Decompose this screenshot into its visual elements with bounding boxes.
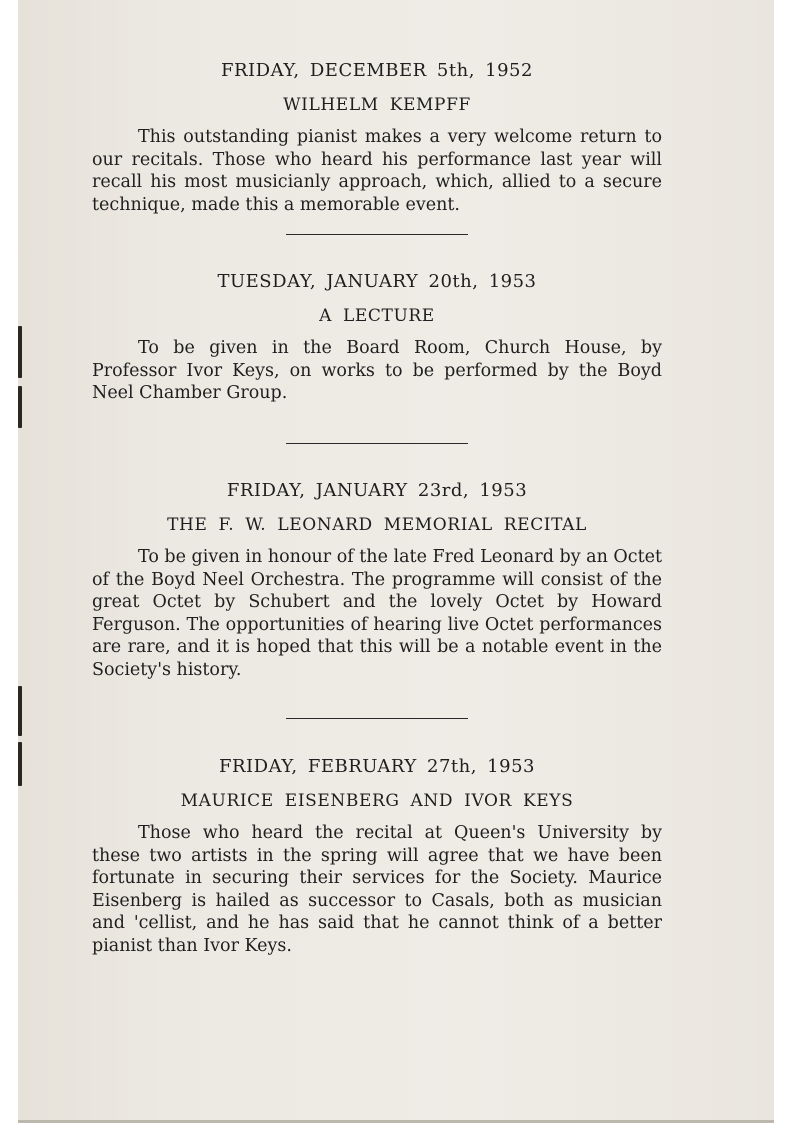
event-title: THE F. W. LEONARD MEMORIAL RECITAL <box>167 515 587 535</box>
staple-mark <box>18 686 22 736</box>
staple-mark <box>18 386 22 428</box>
event-date: FRIDAY, JANUARY 23rd, 1953 <box>226 480 528 501</box>
event-description: Those who heard the recital at Queen's University by these two artists in the spring will agree that we have been fortunate in securing their services for the Society. Maurice Eisenberg is hailed as successor to Casals, both as musician and 'cellist, and he has said that he cannot think of a better pianist than Ivor Keys. <box>92 823 662 956</box>
event-description: To be given in honour of the late Fred Leonard by an Octet of the Boyd Neel Orchestra. The programme will consist of the great Octet by Schubert and the lovely Octet by Howard Ferguson. The opportunities of hearing live Octet performances are rare, and it is hoped that this will be a notable event in the Society's history. <box>92 547 662 680</box>
staple-mark <box>18 326 22 378</box>
staple-mark <box>18 742 22 786</box>
event-title: A LECTURE <box>319 306 435 326</box>
event-date: FRIDAY, DECEMBER 5th, 1952 <box>221 60 533 81</box>
event-date: TUESDAY, JANUARY 20th, 1953 <box>217 271 537 292</box>
event-leonard-recital <box>92 476 662 718</box>
event-date: FRIDAY, FEBRUARY 27th, 1953 <box>219 756 535 777</box>
event-title: MAURICE EISENBERG AND IVOR KEYS <box>180 791 574 811</box>
section-divider <box>286 718 468 719</box>
section-divider <box>286 443 468 444</box>
event-description: This outstanding pianist makes a very welcome return to our recitals. Those who heard his performance last year will recall his most musicianly approach, which, allied to a secure technique, made this a memorable event. <box>92 127 662 215</box>
section-divider <box>286 234 468 235</box>
event-lecture <box>92 267 662 443</box>
event-description: To be given in the Board Room, Church House, by Professor Ivor Keys, on works to be performed by the Boyd Neel Chamber Group. <box>92 338 662 403</box>
event-eisenberg-keys <box>92 752 662 957</box>
event-kempff <box>92 56 662 234</box>
event-title: WILHELM KEMPFF <box>283 95 471 115</box>
programme-notes <box>92 56 662 957</box>
